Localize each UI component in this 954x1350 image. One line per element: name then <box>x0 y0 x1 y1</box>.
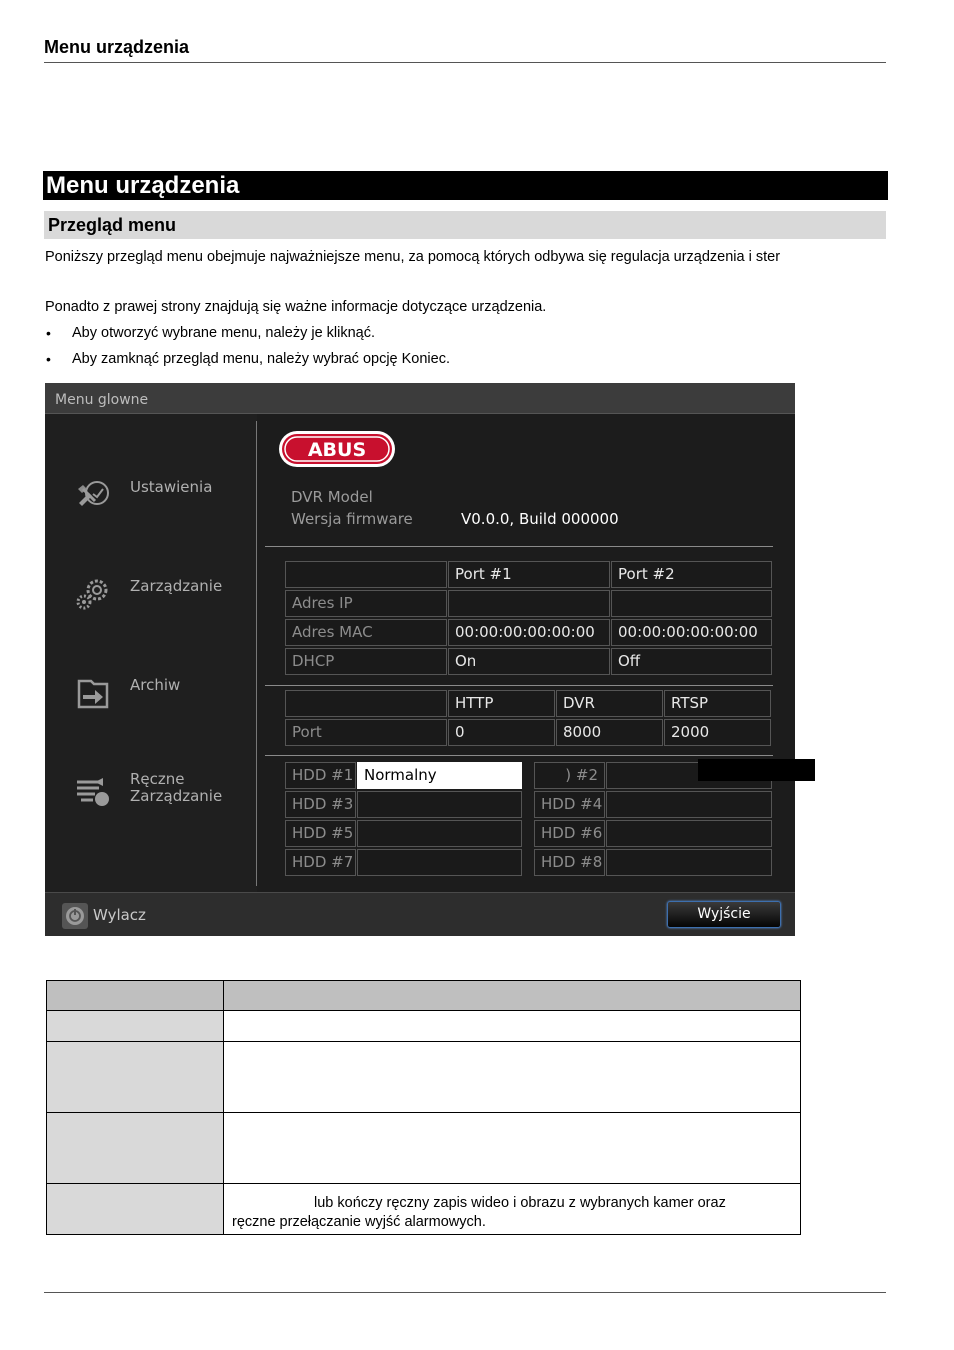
hdd-status-highlighted: Normalny <box>357 762 522 789</box>
table-desc-line: ręczne przełączanie wyjść alarmowych. <box>232 1214 486 1230</box>
black-strip <box>698 759 815 781</box>
network-row-label: Adres MAC <box>285 619 447 646</box>
table-header-cell <box>47 981 224 1010</box>
ports-header-empty <box>285 690 447 717</box>
bullet-marker: • <box>46 351 51 367</box>
ports-row-label: Port <box>285 719 447 746</box>
intro-paragraph-1: Poniższy przegląd menu obejmuje najważniejsze menu, za pomocą których odbywa się regulacja urządzenia i ster <box>45 249 781 265</box>
table-cell-label <box>47 1042 224 1112</box>
menu-label-archive: Archiw <box>130 676 181 694</box>
network-row-label: DHCP <box>285 648 447 675</box>
archive-icon <box>73 673 113 713</box>
power-label[interactable]: Wylacz <box>93 906 146 924</box>
hdd-status <box>606 791 772 818</box>
network-cell: On <box>448 648 610 675</box>
network-cell <box>611 590 772 617</box>
network-cell: 00:00:00:00:00:00 <box>611 619 772 646</box>
ports-cell-dvr: 8000 <box>556 719 663 746</box>
ports-header-rtsp: RTSP <box>664 690 771 717</box>
table-row <box>46 1112 801 1184</box>
table-row <box>46 1041 801 1113</box>
network-cell <box>448 590 610 617</box>
intro-paragraph-2: Ponadto z prawej strony znajdują się ważne informacje dotyczące urządzenia. <box>45 299 547 315</box>
dvr-main-menu <box>45 383 795 935</box>
ports-cell-http: 0 <box>448 719 555 746</box>
subsection-title: Przegląd menu <box>44 211 886 239</box>
hdd-label: HDD #5 <box>285 820 356 847</box>
network-cell: Off <box>611 648 772 675</box>
exit-button[interactable]: Wyjście <box>667 901 781 928</box>
menu-item-settings[interactable] <box>45 469 257 529</box>
svg-text:ABUS: ABUS <box>307 439 367 461</box>
table-header-row <box>46 980 801 1011</box>
dvr-sidebar <box>45 414 257 892</box>
firmware-value: V0.0.0, Build 000000 <box>461 510 619 528</box>
network-row-label: Adres IP <box>285 590 447 617</box>
hdd-label: HDD #1 <box>285 762 356 789</box>
network-header-empty <box>285 561 447 588</box>
hdd-status <box>606 849 772 876</box>
dvr-model-label: DVR Model <box>291 488 373 506</box>
ports-cell-rtsp: 2000 <box>664 719 771 746</box>
hdd-label: ) #2 <box>534 762 605 789</box>
hdd-label: HDD #4 <box>534 791 605 818</box>
section-divider <box>265 685 773 686</box>
table-row <box>46 1010 801 1042</box>
table-desc-line: lub kończy ręczny zapis wideo i obrazu z wybranych kamer oraz <box>314 1195 726 1211</box>
table-header-cell <box>224 981 800 1010</box>
hdd-status <box>357 849 522 876</box>
bullet-item: Aby otworzyć wybrane menu, należy je kliknąć. <box>72 325 376 341</box>
menu-item-manual[interactable] <box>45 766 257 826</box>
network-header-port2: Port #2 <box>611 561 772 588</box>
dvr-titlebar <box>45 383 795 414</box>
network-cell: 00:00:00:00:00:00 <box>448 619 610 646</box>
hdd-label: HDD #7 <box>285 849 356 876</box>
hdd-label: HDD #3 <box>285 791 356 818</box>
power-icon <box>62 903 88 929</box>
table-cell-label <box>47 1113 224 1183</box>
section-divider <box>265 755 773 756</box>
page-header-title: Menu urządzenia <box>44 37 190 57</box>
sidebar-divider <box>256 421 257 886</box>
hdd-label: HDD #6 <box>534 820 605 847</box>
section-divider <box>265 546 773 547</box>
bullet-item: Aby zamknąć przegląd menu, należy wybrać opcję Koniec. <box>72 351 450 367</box>
dvr-footer <box>45 892 795 936</box>
tools-icon <box>73 475 113 515</box>
ports-header-dvr: DVR <box>556 690 663 717</box>
gears-icon <box>73 574 113 614</box>
firmware-label: Wersja firmware <box>291 510 413 528</box>
table-cell-label <box>47 1184 224 1234</box>
bullet-marker: • <box>46 325 51 341</box>
network-header-port1: Port #1 <box>448 561 610 588</box>
dvr-title: Menu glowne <box>55 392 149 408</box>
section-title: Menu urządzenia <box>43 171 888 200</box>
menu-label-settings: Ustawienia <box>130 478 213 496</box>
footer-rule <box>44 1292 886 1293</box>
manual-record-icon <box>73 772 113 812</box>
menu-label-management: Zarządzanie <box>130 577 223 595</box>
menu-item-archive[interactable] <box>45 667 257 727</box>
header-rule <box>44 62 886 63</box>
hdd-status <box>357 820 522 847</box>
ports-header-http: HTTP <box>448 690 555 717</box>
table-row <box>46 1183 801 1235</box>
hdd-status <box>606 820 772 847</box>
power-button[interactable] <box>62 903 88 929</box>
hdd-label: HDD #8 <box>534 849 605 876</box>
abus-logo <box>278 430 396 468</box>
menu-label-manual: Ręczne Zarządzanie <box>130 770 223 805</box>
table-cell-label <box>47 1011 224 1041</box>
menu-item-management[interactable] <box>45 568 257 628</box>
hdd-status <box>357 791 522 818</box>
